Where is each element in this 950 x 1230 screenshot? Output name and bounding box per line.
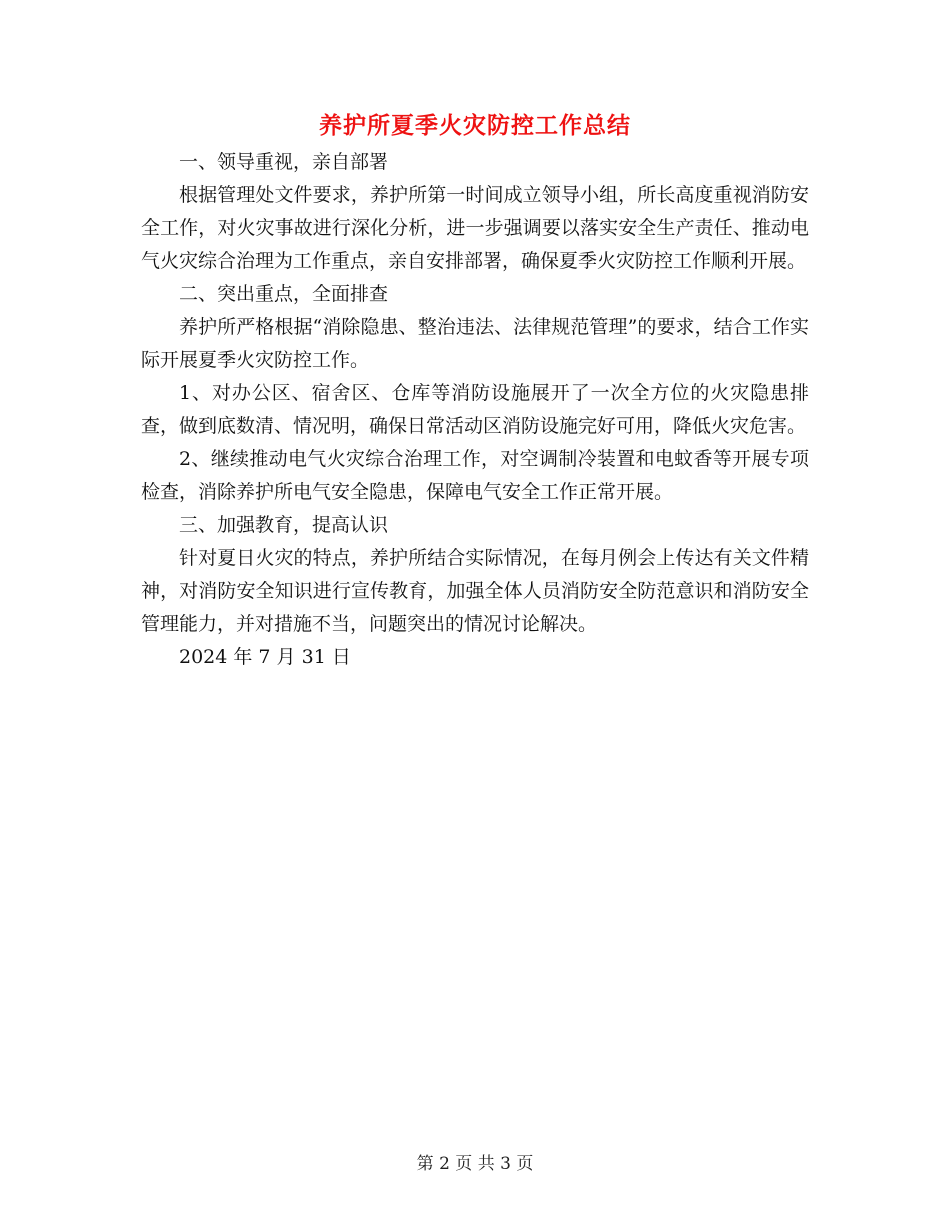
- list-item-facility-check: 1、对办公区、宿舍区、仓库等消防设施展开了一次全方位的火灾隐患排查，做到底数清、情况明，确保日常活动区消防设施完好可用，降低火灾危害。: [141, 382, 809, 437]
- section-heading-education: 三、加强教育，提高认识: [179, 514, 389, 536]
- section-paragraph-leadership: 根据管理处文件要求，养护所第一时间成立领导小组，所长高度重视消防安全工作，对火灾事故进行深化分析，进一步强调要以落实安全生产责任、推动电气火灾综合治理为工作重点，亲自安排部署，确保夏季火灾防控工作顺利开展。: [141, 184, 809, 272]
- document-title: 养护所夏季火灾防控工作总结: [319, 112, 631, 139]
- section-paragraph-inspection: 养护所严格根据“消除隐患、整治违法、法律规范管理”的要求，结合工作实际开展夏季火灾防控工作。: [141, 316, 809, 371]
- document-date: 2024 年 7 月 31 日: [179, 646, 351, 668]
- page-number: 第 2 页 共 3 页: [416, 1154, 534, 1174]
- section-heading-inspection: 二、突出重点，全面排查: [179, 283, 389, 305]
- section-paragraph-education: 针对夏日火灾的特点，养护所结合实际情况，在每月例会上传达有关文件精神，对消防安全知识进行宣传教育，加强全体人员消防安全防范意识和消防安全管理能力，并对措施不当，问题突出的情况讨论解决。: [141, 547, 809, 635]
- section-heading-leadership: 一、领导重视，亲自部署: [179, 151, 389, 173]
- list-item-electrical-check: 2、继续推动电气火灾综合治理工作，对空调制冷装置和电蚊香等开展专项检查，消除养护所电气安全隐患，保障电气安全工作正常开展。: [141, 448, 809, 503]
- document-body: [141, 146, 809, 674]
